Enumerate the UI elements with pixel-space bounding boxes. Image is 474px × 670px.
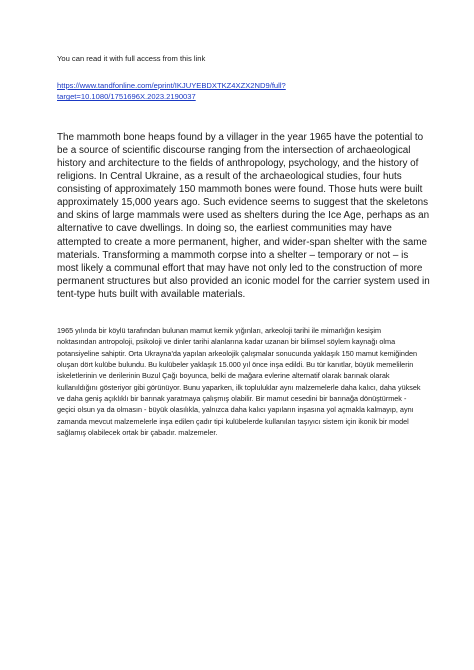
article-link[interactable] bbox=[57, 80, 437, 102]
turkish-abstract: 1965 yılında bir köylü tarafından bulunan mamut kemik yığınları, arkeoloji tarihi ile mimarlığın kesişim noktasından antropoloji, psikoloji ve dinler tarihi alanlarına kadar uzanan bir bilimsel söylem kaynağı olma potansiyeline sahiptir. Orta Ukrayna'da yapılan arkeolojik çalışmalar sonucunda yaklaşık 150 mamut kemiğinden oluşan dört kulübe bulundu. Bu kulübeler yaklaşık 15.000 yıl önce inşa edildi. Bu tür kanıtlar, büyük memelilerin iskeletlerinin ve derilerinin Buzul Çağı boyunca, belki de mağara evlerine alternatif olarak barınak olarak kullanıldığını gösteriyor gibi görünüyor. Bunu yaparken, ilk topluluklar aynı malzemelerle daha kalıcı, daha yüksek ve daha geniş açıklıklı bir barınak yaratmaya çalışmış olabilir. Bir mamut cesedini bir barınağa dönüştürmek - geçici olsun ya da olmasın - büyük olasılıkla, yalnızca daha kalıcı yapıların inşasına yol açmakla kalmayıp, aynı zamanda mevcut malzemelerle inşa edilen çadır tipi kulübelerde kullanılan taşıyıcı sistem için ikonik bir model sağlamış olabilecek ortak bir çabadır. malzemeler. bbox=[57, 326, 421, 437]
english-abstract: The mammoth bone heaps found by a villager in the year 1965 have the potential to be a source of scientific discourse ranging from the intersection of archaeological history and architecture to the fields of anthropology, psychology, and the history of religions. In Central Ukraine, as a result of the archaeological studies, four huts consisting of approximately 150 mammoth bones were found. Those huts were built approximately 15,000 years ago. Such evidence seems to suggest that the skeletons and skins of large mammals were used as shelters during the Ice Age, perhaps as an alternative to cave dwellings. In doing so, the earliest communities may have attempted to create a more permanent, higher, and wider-span shelter with the same materials. Transforming a mammoth corpse into a shelter – temporary or not – is most likely a communal effort that may have not only led to the construction of more permanent structures but also provided an iconic model for the carrier system used in tent-type huts built with available materials. bbox=[57, 132, 430, 300]
article-link-line-2[interactable]: target=10.1080/1751696X.2023.2190037 bbox=[57, 92, 196, 102]
article-link-line-1[interactable]: https://www.tandfonline.com/eprint/IKJUYEBDXTKZ4XZX2ND9/full? bbox=[57, 81, 286, 90]
intro-text: You can read it with full access from this link bbox=[57, 54, 206, 63]
